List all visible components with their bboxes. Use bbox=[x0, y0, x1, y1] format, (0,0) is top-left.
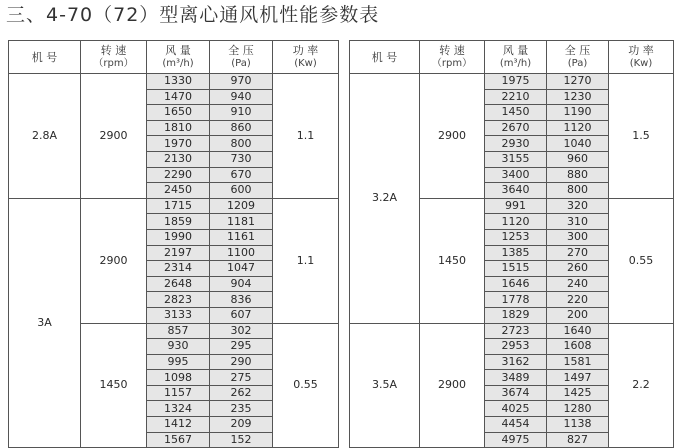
flow-cell: 1990 bbox=[147, 229, 210, 245]
flow-cell: 2953 bbox=[485, 339, 547, 355]
pressure-cell: 1230 bbox=[547, 89, 609, 105]
pressure-cell: 1425 bbox=[547, 385, 609, 401]
header-flow-unit: (m³/h) bbox=[499, 58, 532, 69]
speed-cell: 2900 bbox=[81, 74, 147, 199]
header-flow bbox=[147, 41, 210, 74]
header-flow-label: 风 量 bbox=[165, 44, 191, 57]
flow-cell: 1120 bbox=[485, 214, 547, 230]
header-speed-label: 转 速 bbox=[439, 44, 465, 57]
pressure-cell: 235 bbox=[210, 401, 273, 417]
header-model bbox=[9, 41, 81, 74]
header-pressure bbox=[547, 41, 609, 74]
flow-cell: 1859 bbox=[147, 214, 210, 230]
header-speed bbox=[81, 41, 147, 74]
pressure-cell: 910 bbox=[210, 105, 273, 121]
flow-cell: 2210 bbox=[485, 89, 547, 105]
pressure-cell: 275 bbox=[210, 370, 273, 386]
pressure-cell: 295 bbox=[210, 339, 273, 355]
flow-cell: 2670 bbox=[485, 120, 547, 136]
flow-cell: 3489 bbox=[485, 370, 547, 386]
power-cell: 0.55 bbox=[609, 198, 674, 323]
flow-cell: 1330 bbox=[147, 74, 210, 90]
pressure-cell: 320 bbox=[547, 198, 609, 214]
table-row bbox=[9, 198, 339, 214]
flow-cell: 2130 bbox=[147, 151, 210, 167]
power-cell: 1.1 bbox=[273, 74, 339, 199]
pressure-cell: 310 bbox=[547, 214, 609, 230]
header-power bbox=[609, 41, 674, 74]
flow-cell: 857 bbox=[147, 323, 210, 339]
performance-table-right bbox=[349, 40, 674, 448]
pressure-cell: 1209 bbox=[210, 198, 273, 214]
pressure-cell: 1161 bbox=[210, 229, 273, 245]
pressure-cell: 262 bbox=[210, 385, 273, 401]
header-speed-unit: （rpm） bbox=[93, 58, 134, 69]
flow-cell: 1450 bbox=[485, 105, 547, 121]
power-cell: 2.2 bbox=[609, 323, 674, 448]
pressure-cell: 1640 bbox=[547, 323, 609, 339]
pressure-cell: 1120 bbox=[547, 120, 609, 136]
power-cell: 0.55 bbox=[273, 323, 339, 448]
pressure-cell: 836 bbox=[210, 292, 273, 308]
flow-cell: 3674 bbox=[485, 385, 547, 401]
pressure-cell: 290 bbox=[210, 354, 273, 370]
flow-cell: 995 bbox=[147, 354, 210, 370]
speed-cell: 2900 bbox=[420, 74, 485, 199]
flow-cell: 2197 bbox=[147, 245, 210, 261]
flow-cell: 4454 bbox=[485, 417, 547, 433]
header-model-label: 机 号 bbox=[371, 50, 398, 64]
flow-cell: 1970 bbox=[147, 136, 210, 152]
flow-cell: 1324 bbox=[147, 401, 210, 417]
pressure-cell: 302 bbox=[210, 323, 273, 339]
header-model bbox=[350, 41, 420, 74]
power-cell: 1.5 bbox=[609, 74, 674, 199]
header-pressure-label: 全 压 bbox=[228, 44, 254, 57]
pressure-cell: 730 bbox=[210, 151, 273, 167]
pressure-cell: 1138 bbox=[547, 417, 609, 433]
pressure-cell: 1190 bbox=[547, 105, 609, 121]
flow-cell: 3162 bbox=[485, 354, 547, 370]
flow-cell: 4975 bbox=[485, 432, 547, 448]
flow-cell: 1098 bbox=[147, 370, 210, 386]
power-cell: 1.1 bbox=[273, 198, 339, 323]
header-power-unit: (Kw) bbox=[629, 58, 653, 69]
flow-cell: 2314 bbox=[147, 261, 210, 277]
pressure-cell: 904 bbox=[210, 276, 273, 292]
header-flow-unit: (m³/h) bbox=[162, 58, 194, 69]
flow-cell: 1385 bbox=[485, 245, 547, 261]
table-row bbox=[350, 74, 674, 90]
pressure-cell: 240 bbox=[547, 276, 609, 292]
flow-cell: 2450 bbox=[147, 183, 210, 199]
pressure-cell: 220 bbox=[547, 292, 609, 308]
flow-cell: 1715 bbox=[147, 198, 210, 214]
pressure-cell: 827 bbox=[547, 432, 609, 448]
pressure-cell: 1581 bbox=[547, 354, 609, 370]
header-flow bbox=[485, 41, 547, 74]
header-power-label: 功 率 bbox=[628, 44, 654, 57]
pressure-cell: 670 bbox=[210, 167, 273, 183]
pressure-cell: 940 bbox=[210, 89, 273, 105]
pressure-cell: 800 bbox=[210, 136, 273, 152]
flow-cell: 930 bbox=[147, 339, 210, 355]
flow-cell: 3640 bbox=[485, 183, 547, 199]
table-row bbox=[9, 74, 339, 90]
flow-cell: 1646 bbox=[485, 276, 547, 292]
flow-cell: 2930 bbox=[485, 136, 547, 152]
pressure-cell: 209 bbox=[210, 417, 273, 433]
header-power bbox=[273, 41, 339, 74]
flow-cell: 2648 bbox=[147, 276, 210, 292]
speed-cell: 2900 bbox=[420, 323, 485, 448]
header-speed-label: 转 速 bbox=[100, 44, 127, 57]
pressure-cell: 1497 bbox=[547, 370, 609, 386]
pressure-cell: 970 bbox=[210, 74, 273, 90]
performance-table-left bbox=[8, 40, 339, 448]
pressure-cell: 300 bbox=[547, 229, 609, 245]
header-pressure-unit: (Pa) bbox=[567, 58, 588, 69]
pressure-cell: 960 bbox=[547, 151, 609, 167]
model-cell: 3.2A bbox=[350, 74, 420, 324]
header-flow-label: 风 量 bbox=[502, 44, 529, 57]
speed-cell: 1450 bbox=[81, 323, 147, 448]
header-speed bbox=[420, 41, 485, 74]
pressure-cell: 600 bbox=[210, 183, 273, 199]
flow-cell: 1975 bbox=[485, 74, 547, 90]
header-power-unit: (Kw) bbox=[294, 58, 317, 69]
header-power-label: 功 率 bbox=[292, 44, 319, 57]
flow-cell: 1650 bbox=[147, 105, 210, 121]
pressure-cell: 1047 bbox=[210, 261, 273, 277]
flow-cell: 1810 bbox=[147, 120, 210, 136]
flow-cell: 1412 bbox=[147, 417, 210, 433]
pressure-cell: 1608 bbox=[547, 339, 609, 355]
pressure-cell: 200 bbox=[547, 307, 609, 323]
table-row bbox=[350, 323, 674, 339]
header-speed-unit: （rpm） bbox=[431, 58, 473, 69]
flow-cell: 3400 bbox=[485, 167, 547, 183]
pressure-cell: 1040 bbox=[547, 136, 609, 152]
pressure-cell: 1270 bbox=[547, 74, 609, 90]
pressure-cell: 1280 bbox=[547, 401, 609, 417]
pressure-cell: 1181 bbox=[210, 214, 273, 230]
flow-cell: 1567 bbox=[147, 432, 210, 448]
model-cell: 3A bbox=[9, 198, 81, 448]
pressure-cell: 880 bbox=[547, 167, 609, 183]
flow-cell: 2290 bbox=[147, 167, 210, 183]
model-cell: 2.8A bbox=[9, 74, 81, 199]
flow-cell: 1253 bbox=[485, 229, 547, 245]
pressure-cell: 607 bbox=[210, 307, 273, 323]
flow-cell: 1470 bbox=[147, 89, 210, 105]
flow-cell: 1515 bbox=[485, 261, 547, 277]
header-row bbox=[350, 41, 674, 74]
model-cell: 3.5A bbox=[350, 323, 420, 448]
pressure-cell: 260 bbox=[547, 261, 609, 277]
header-pressure-label: 全 压 bbox=[564, 44, 591, 57]
flow-cell: 4025 bbox=[485, 401, 547, 417]
flow-cell: 2823 bbox=[147, 292, 210, 308]
header-pressure-unit: (Pa) bbox=[231, 58, 251, 69]
pressure-cell: 800 bbox=[547, 183, 609, 199]
speed-cell: 1450 bbox=[420, 198, 485, 323]
flow-cell: 3133 bbox=[147, 307, 210, 323]
flow-cell: 1778 bbox=[485, 292, 547, 308]
flow-cell: 991 bbox=[485, 198, 547, 214]
header-pressure bbox=[210, 41, 273, 74]
flow-cell: 1157 bbox=[147, 385, 210, 401]
page-title: 三、4-70（72）型离心通风机性能参数表 bbox=[6, 4, 380, 26]
flow-cell: 1829 bbox=[485, 307, 547, 323]
flow-cell: 3155 bbox=[485, 151, 547, 167]
header-row bbox=[9, 41, 339, 74]
flow-cell: 2723 bbox=[485, 323, 547, 339]
speed-cell: 2900 bbox=[81, 198, 147, 323]
pressure-cell: 1100 bbox=[210, 245, 273, 261]
pressure-cell: 860 bbox=[210, 120, 273, 136]
pressure-cell: 270 bbox=[547, 245, 609, 261]
pressure-cell: 152 bbox=[210, 432, 273, 448]
header-model-label: 机 号 bbox=[31, 50, 58, 64]
